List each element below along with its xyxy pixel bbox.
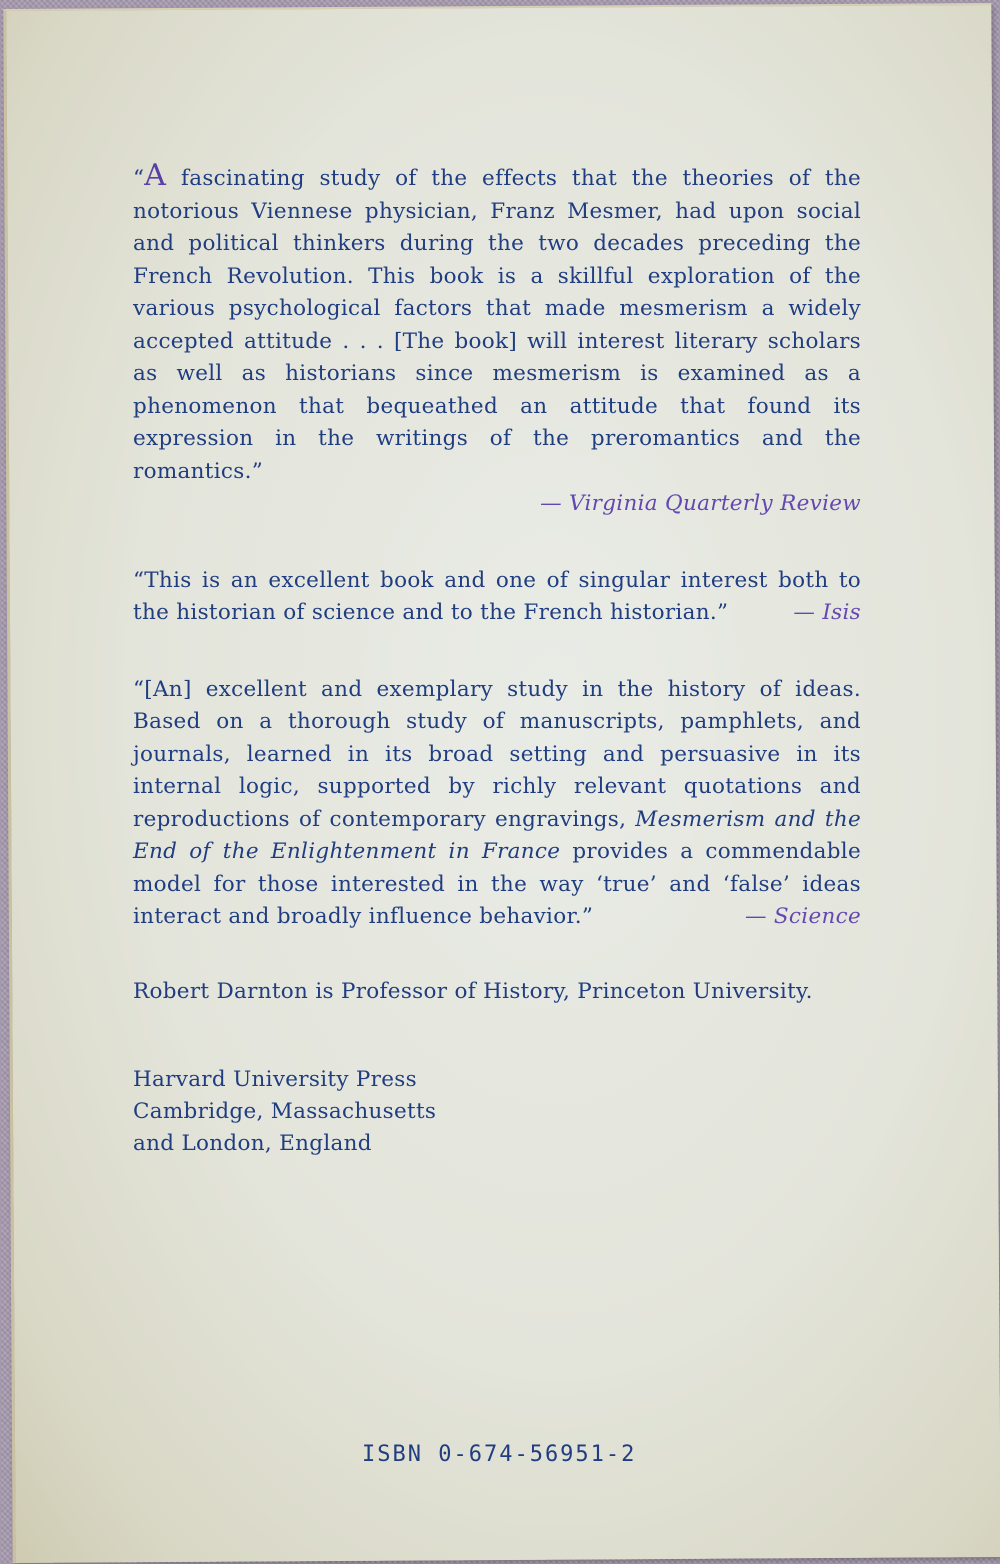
drop-cap: A xyxy=(144,158,167,193)
quote-source-virginia-quarterly: — Virginia Quarterly Review xyxy=(540,491,861,516)
author-bio: Robert Darnton is Professor of History, Princeton University. xyxy=(133,978,813,1004)
quote-text-after: provides a commendable model for those interested in the way ‘true’ and ‘false’ ideas interact and broadly influence behavior.” xyxy=(133,839,861,929)
cover-text xyxy=(133,160,861,1160)
isbn-number: ISBN 0-674-56951-2 xyxy=(362,1442,637,1467)
quote-source-isis: — Isis xyxy=(793,600,861,625)
quote-virginia-quarterly xyxy=(133,160,861,488)
quote-text-before: “[An] excellent and exemplary study in the history of ideas. Based on a thorough study of manuscripts, pamphlets, and journals, learned in its broad setting and persuasive in its internal logic, supported by richly relevant quotations and reproductions of contemporary engravings, xyxy=(133,676,861,832)
opening-quote-mark: “ xyxy=(133,166,145,191)
quote-science xyxy=(133,674,861,934)
quote-text: “This is an excellent book and one of singular interest both to the historian of science and to the French historian.” xyxy=(133,567,861,625)
quote-text: fascinating study of the effects that the theories of the notorious Viennese physician, Franz Mesmer, had upon social and political thinkers during the two decades preceding the French Revolution. This book is a skillful exploration of the various psychological factors that made mesmerism a widely accepted attitude . . . [The book] will interest literary scholars as well as historians since mesmerism is examined as a phenomenon that bequeathed an attitude that found its expression in the writings of the preromantics and the romantics.” xyxy=(133,166,861,484)
publisher-city: Cambridge, Massachusetts xyxy=(133,1099,437,1124)
publisher-name: Harvard University Press xyxy=(133,1067,417,1092)
book-title: Mesmerism and the End of the Enlightenment in France xyxy=(133,806,861,864)
quote-source-science: — Science xyxy=(744,904,861,929)
publisher-block xyxy=(133,1064,861,1160)
publisher-city-2: and London, England xyxy=(133,1131,372,1156)
